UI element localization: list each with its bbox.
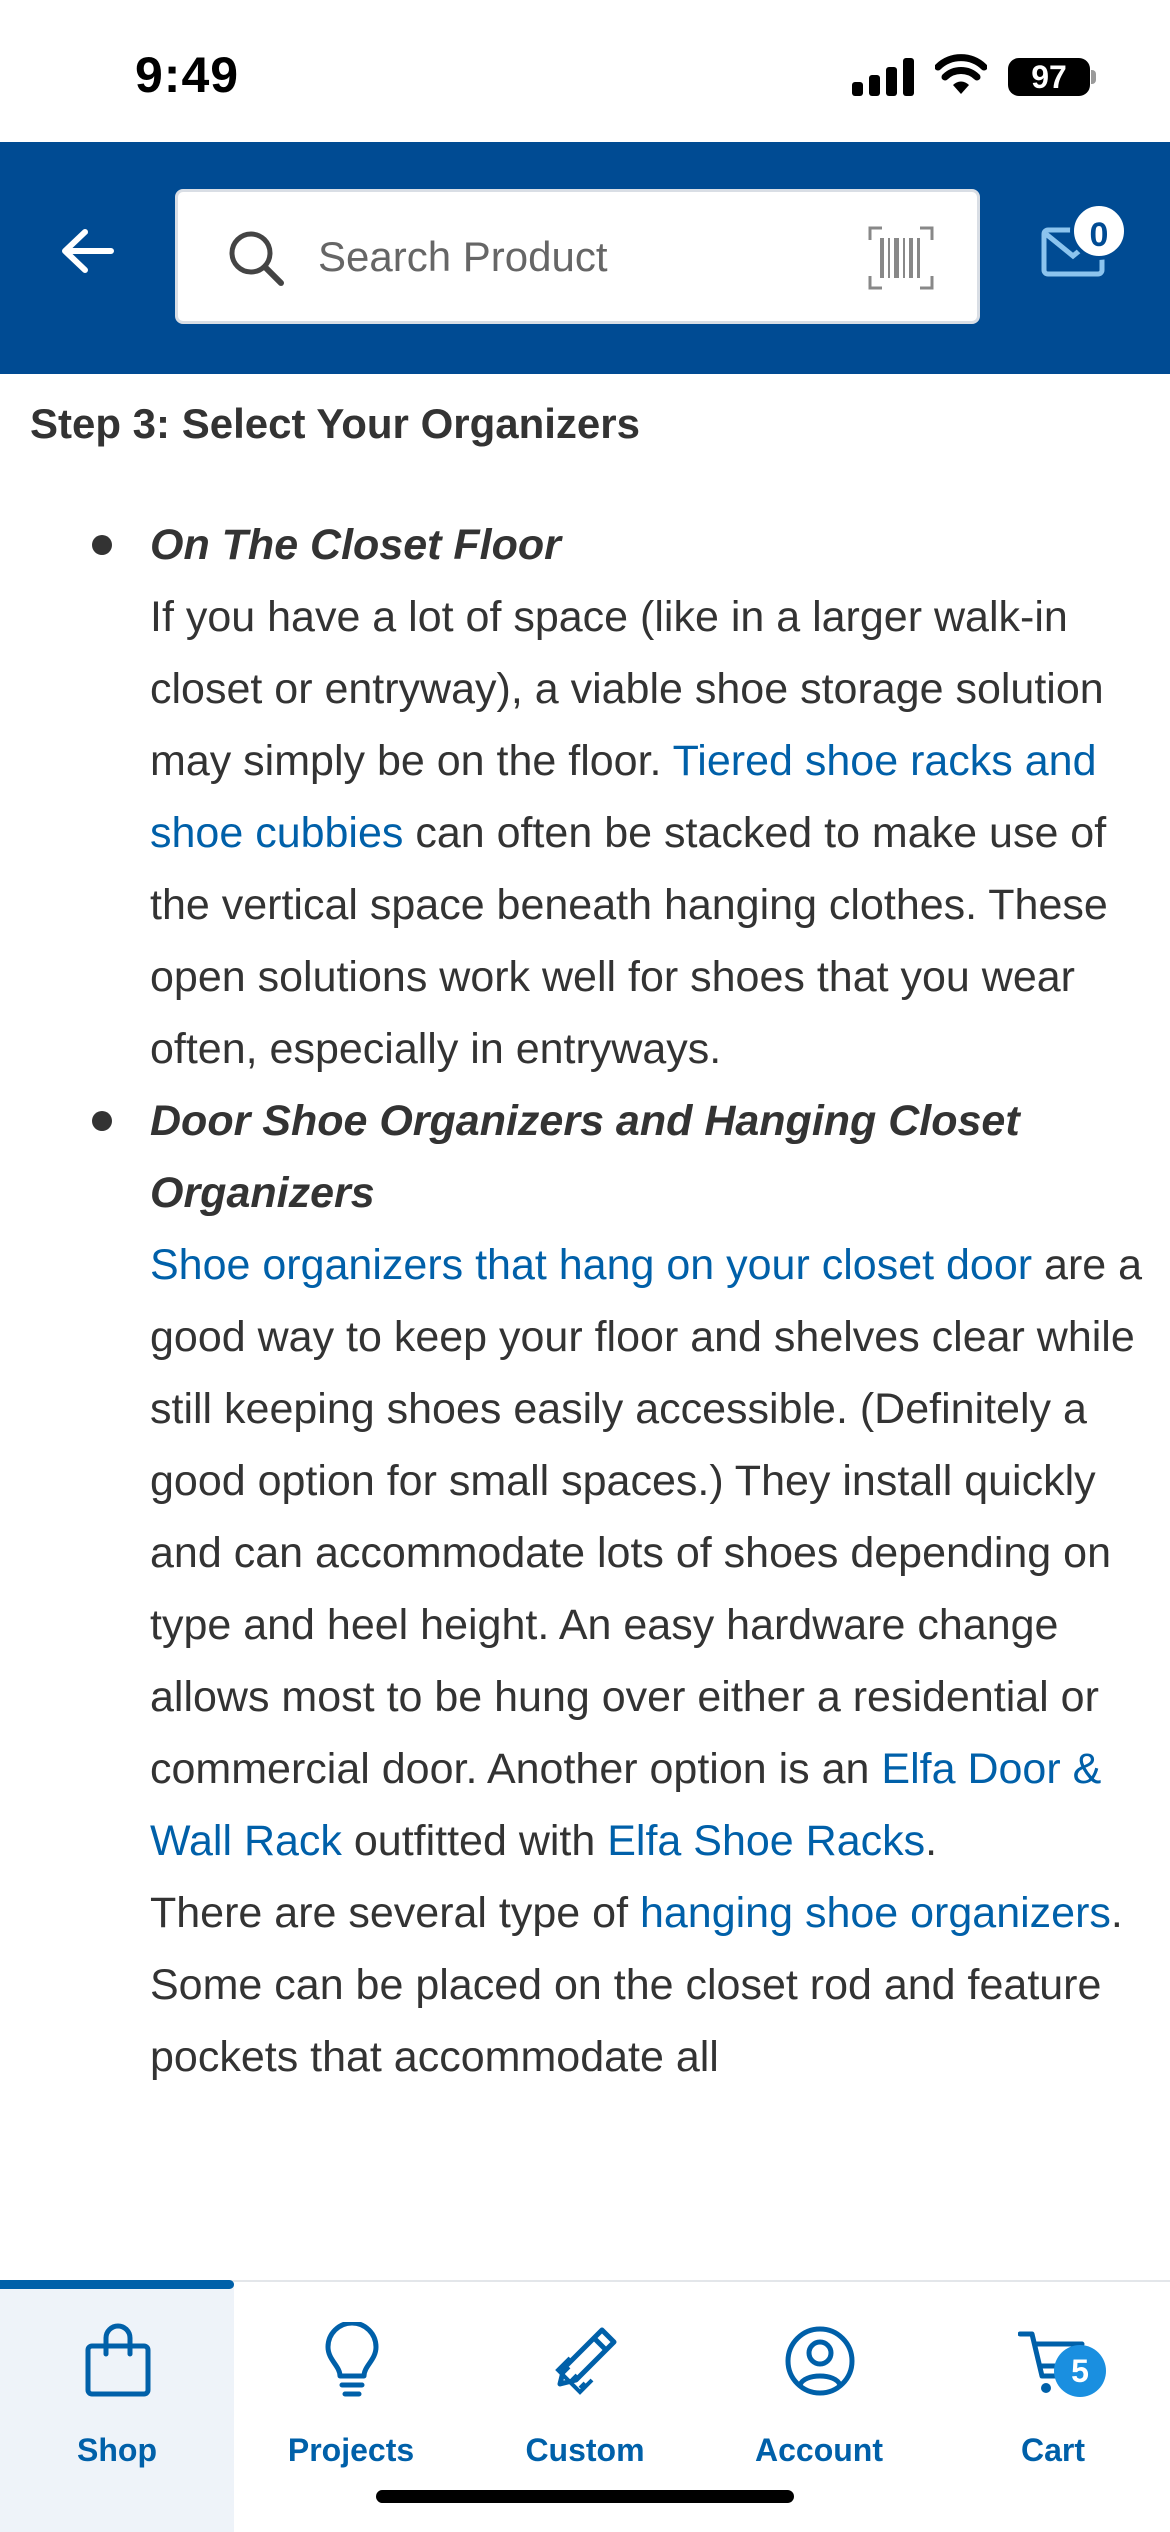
- nav-label: Projects: [287, 2432, 415, 2468]
- cart-badge: 5: [1054, 2345, 1106, 2397]
- item-paragraph: [150, 1877, 1150, 2093]
- status-bar: [0, 0, 1170, 142]
- paragraph-text: If you have a lot of space (like in a larger walk-in closet or entryway), a viable shoe storage solution may simply be on the floor.: [150, 593, 1104, 785]
- lightbulb-icon: [316, 2322, 388, 2400]
- item-paragraph: [150, 1229, 1150, 1877]
- home-indicator: [376, 2490, 794, 2503]
- nav-label: Cart: [1020, 2432, 1085, 2468]
- door-shoe-organizers-link[interactable]: Shoe organizers that hang on your closet door: [150, 1241, 1033, 1289]
- back-button[interactable]: [52, 216, 122, 286]
- item-title: Door Shoe Organizers and Hanging Closet Organizers: [150, 1097, 1020, 1217]
- search-box[interactable]: [175, 189, 980, 324]
- step-heading: Step 3: Select Your Organizers: [30, 400, 640, 447]
- paragraph-text: can often be stacked to make use of the vertical space beneath hanging clothes. These open solutions work well for shoes that you wear often, especially in entryways.: [150, 809, 1108, 1073]
- paragraph-text: .: [925, 1817, 938, 1865]
- list-item: [0, 1085, 1170, 2093]
- paragraph-text: are a good way to keep your floor and shelves clear while still keeping shoes easily accessible. (Definitely a good option for small spaces.) They install quickly and can accommodate lots of shoes depending on type and heel height. An easy hardware change allows most to be hung over either a residential or commercial door. Another option is an: [150, 1241, 1143, 1793]
- item-title: On The Closet Floor: [150, 521, 561, 569]
- organizer-list: [0, 509, 1170, 2093]
- tiered-shoe-racks-link[interactable]: Tiered shoe racks and shoe cubbies: [150, 737, 1097, 857]
- app-header: [0, 142, 1170, 374]
- shopping-bag-icon: [82, 2322, 154, 2400]
- search-icon: [226, 228, 286, 288]
- search-input[interactable]: [318, 220, 818, 294]
- article-content: [0, 374, 1170, 2280]
- elfa-door-wall-rack-link[interactable]: Elfa Door & Wall Rack: [150, 1745, 1102, 1865]
- wifi-icon: [935, 54, 987, 96]
- cellular-signal-icon: [852, 58, 916, 96]
- paragraph-text: outfitted with: [341, 1817, 608, 1865]
- barcode-scan-icon[interactable]: [868, 226, 934, 290]
- bullet-icon: [92, 535, 112, 555]
- nav-label: Account: [755, 2432, 883, 2468]
- arrow-left-icon: [59, 227, 115, 275]
- nav-label: Shop: [77, 2432, 157, 2468]
- list-item: [0, 509, 1170, 1085]
- user-circle-icon: [784, 2322, 856, 2400]
- paragraph-text: There are several type of: [150, 1889, 640, 1937]
- battery-tip: [1091, 70, 1096, 84]
- hanging-shoe-organizers-link[interactable]: hanging shoe organizers: [639, 1889, 1111, 1937]
- nav-label: Custom: [525, 2432, 645, 2468]
- paragraph-text: . Some can be placed on the closet rod and feature pockets that accommodate all: [150, 1889, 1123, 2081]
- item-paragraph: [150, 581, 1150, 1085]
- nav-shop[interactable]: [0, 2282, 234, 2532]
- status-time: 9:49: [135, 47, 240, 103]
- mail-badge: 0: [1070, 202, 1128, 260]
- elfa-shoe-racks-link[interactable]: Elfa Shoe Racks: [607, 1817, 926, 1865]
- bullet-icon: [92, 1111, 112, 1131]
- nav-cart[interactable]: [936, 2282, 1170, 2532]
- battery-indicator: 97: [1008, 58, 1090, 96]
- pencil-ruler-icon: [550, 2322, 622, 2400]
